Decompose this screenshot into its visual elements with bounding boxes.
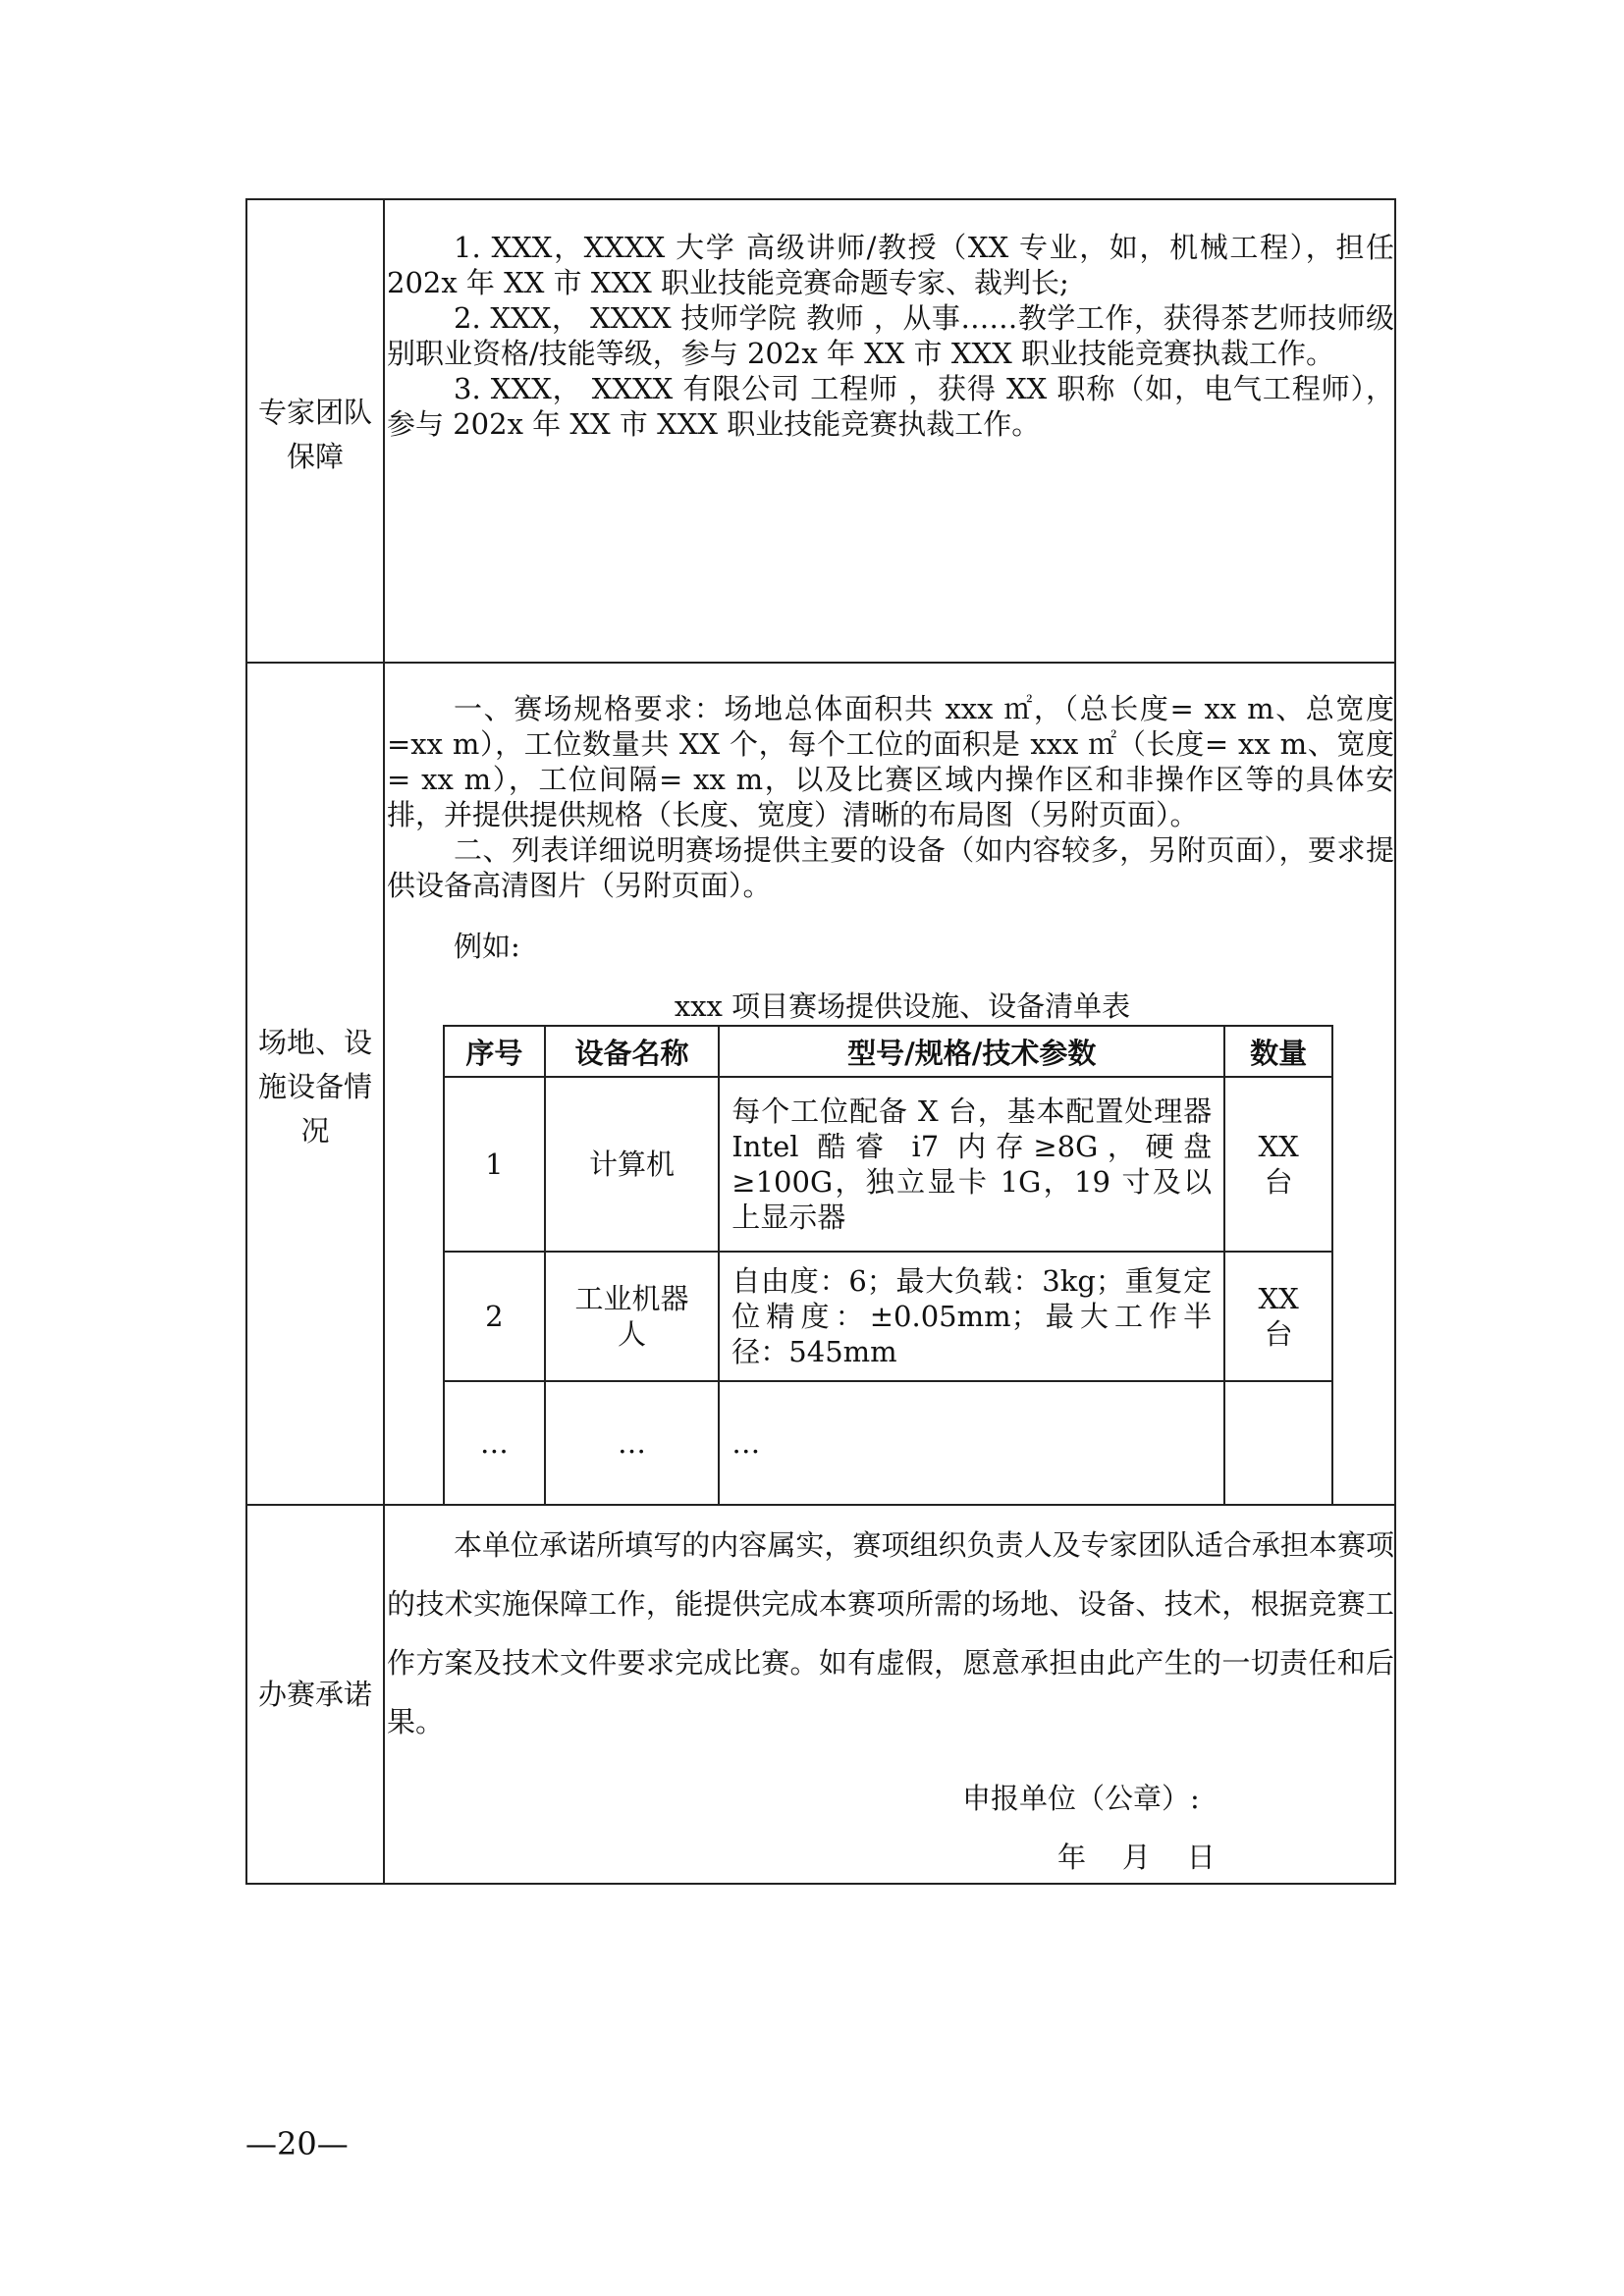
commitment-paragraph: 本单位承诺所填写的内容属实，赛项组织负责人及专家团队适合承担本赛项的技术实施保障工作，能提供完成本赛项所需的场地、设备、技术，根据竞赛工作方案及技术文件要求完成比赛。如有虚假，愿意承担由此产生的一切责任和后果。 bbox=[387, 1528, 1394, 1738]
venue-paragraph: 一、赛场规格要求：场地总体面积共 xxx ㎡，（总长度= xx m、总宽度=xx m），工位数量共 XX 个，每个工位的面积是 xxx ㎡（长度= xx m、宽度= xx m），工位间隔= xx m，以及比赛区域内操作区和非操作区等的具体安排，并提供提供规格（长度、宽度）清晰的布局图（另附页面）。 bbox=[387, 692, 1394, 831]
venue-label: 场地、设 施设备情 况 bbox=[257, 1026, 372, 1148]
venue-content bbox=[387, 691, 1394, 1496]
cell-name: 计算机 bbox=[545, 1077, 720, 1252]
table-row bbox=[444, 1252, 1332, 1381]
cell-qty: XX 台 bbox=[1224, 1252, 1332, 1381]
header-name: 设备名称 bbox=[545, 1026, 720, 1077]
expert-team-content bbox=[387, 230, 1394, 442]
commitment-label: 办赛承诺 bbox=[257, 1678, 372, 1711]
cell-spec: … bbox=[719, 1381, 1224, 1505]
table-row bbox=[444, 1381, 1332, 1505]
row-divider bbox=[247, 662, 1394, 664]
header-qty: 数量 bbox=[1224, 1026, 1332, 1077]
header-no: 序号 bbox=[444, 1026, 545, 1077]
cell-qty: XX 台 bbox=[1224, 1077, 1332, 1252]
cell-no: 2 bbox=[444, 1252, 545, 1381]
cell-no: 1 bbox=[444, 1077, 545, 1252]
example-label: 例如: bbox=[454, 930, 520, 963]
table-caption: xxx 项目赛场提供设施、设备清单表 bbox=[674, 989, 1131, 1023]
table-row bbox=[444, 1077, 1332, 1252]
table-header-row bbox=[444, 1026, 1332, 1077]
expert-paragraph: 1. XXX，XXXX 大学 高级讲师/教授（XX 专业，如，机械工程），担任 202x 年 XX 市 XXX 职业技能竞赛命题专家、裁判长; bbox=[387, 231, 1394, 299]
expert-team-label: 专家团队 保障 bbox=[257, 396, 372, 473]
venue-paragraph: 二、列表详细说明赛场提供主要的设备（如内容较多，另附页面），要求提供设备高清图片（另附页面）。 bbox=[387, 833, 1394, 902]
expert-paragraph: 3. XXX， XXXX 有限公司 工程师 ，获得 XX 职称（如，电气工程师），参与 202x 年 XX 市 XXX 职业技能竞赛执裁工作。 bbox=[387, 372, 1394, 441]
cell-no: … bbox=[444, 1381, 545, 1505]
page-number: —20— bbox=[245, 2125, 349, 2163]
cell-spec: 自由度：6；最大负载：3kg；重复定位精度：±0.05mm；最大工作半径：545mm bbox=[719, 1252, 1224, 1381]
cell-qty bbox=[1224, 1381, 1332, 1505]
equipment-table bbox=[443, 1025, 1333, 1506]
application-form-table bbox=[245, 198, 1396, 1885]
cell-name: 工业机器 人 bbox=[545, 1252, 720, 1381]
signature-label: 申报单位（公章）: bbox=[962, 1782, 1200, 1815]
cell-name: … bbox=[545, 1381, 720, 1505]
cell-spec: 每个工位配备 X 台，基本配置处理器 Intel 酷睿 i7 内存≥8G，硬盘≥100G，独立显卡 1G，19 寸及以上显示器 bbox=[719, 1077, 1224, 1252]
expert-paragraph: 2. XXX， XXXX 技师学院 教师 ，从事……教学工作，获得茶艺师技师级别职业资格/技能等级，参与 202x 年 XX 市 XXX 职业技能竞赛执裁工作。 bbox=[387, 301, 1394, 370]
header-spec: 型号/规格/技术参数 bbox=[719, 1026, 1224, 1077]
date-line: 年 月 日 bbox=[1057, 1841, 1216, 1874]
commitment-content bbox=[387, 1516, 1394, 1751]
column-divider bbox=[383, 200, 385, 1883]
